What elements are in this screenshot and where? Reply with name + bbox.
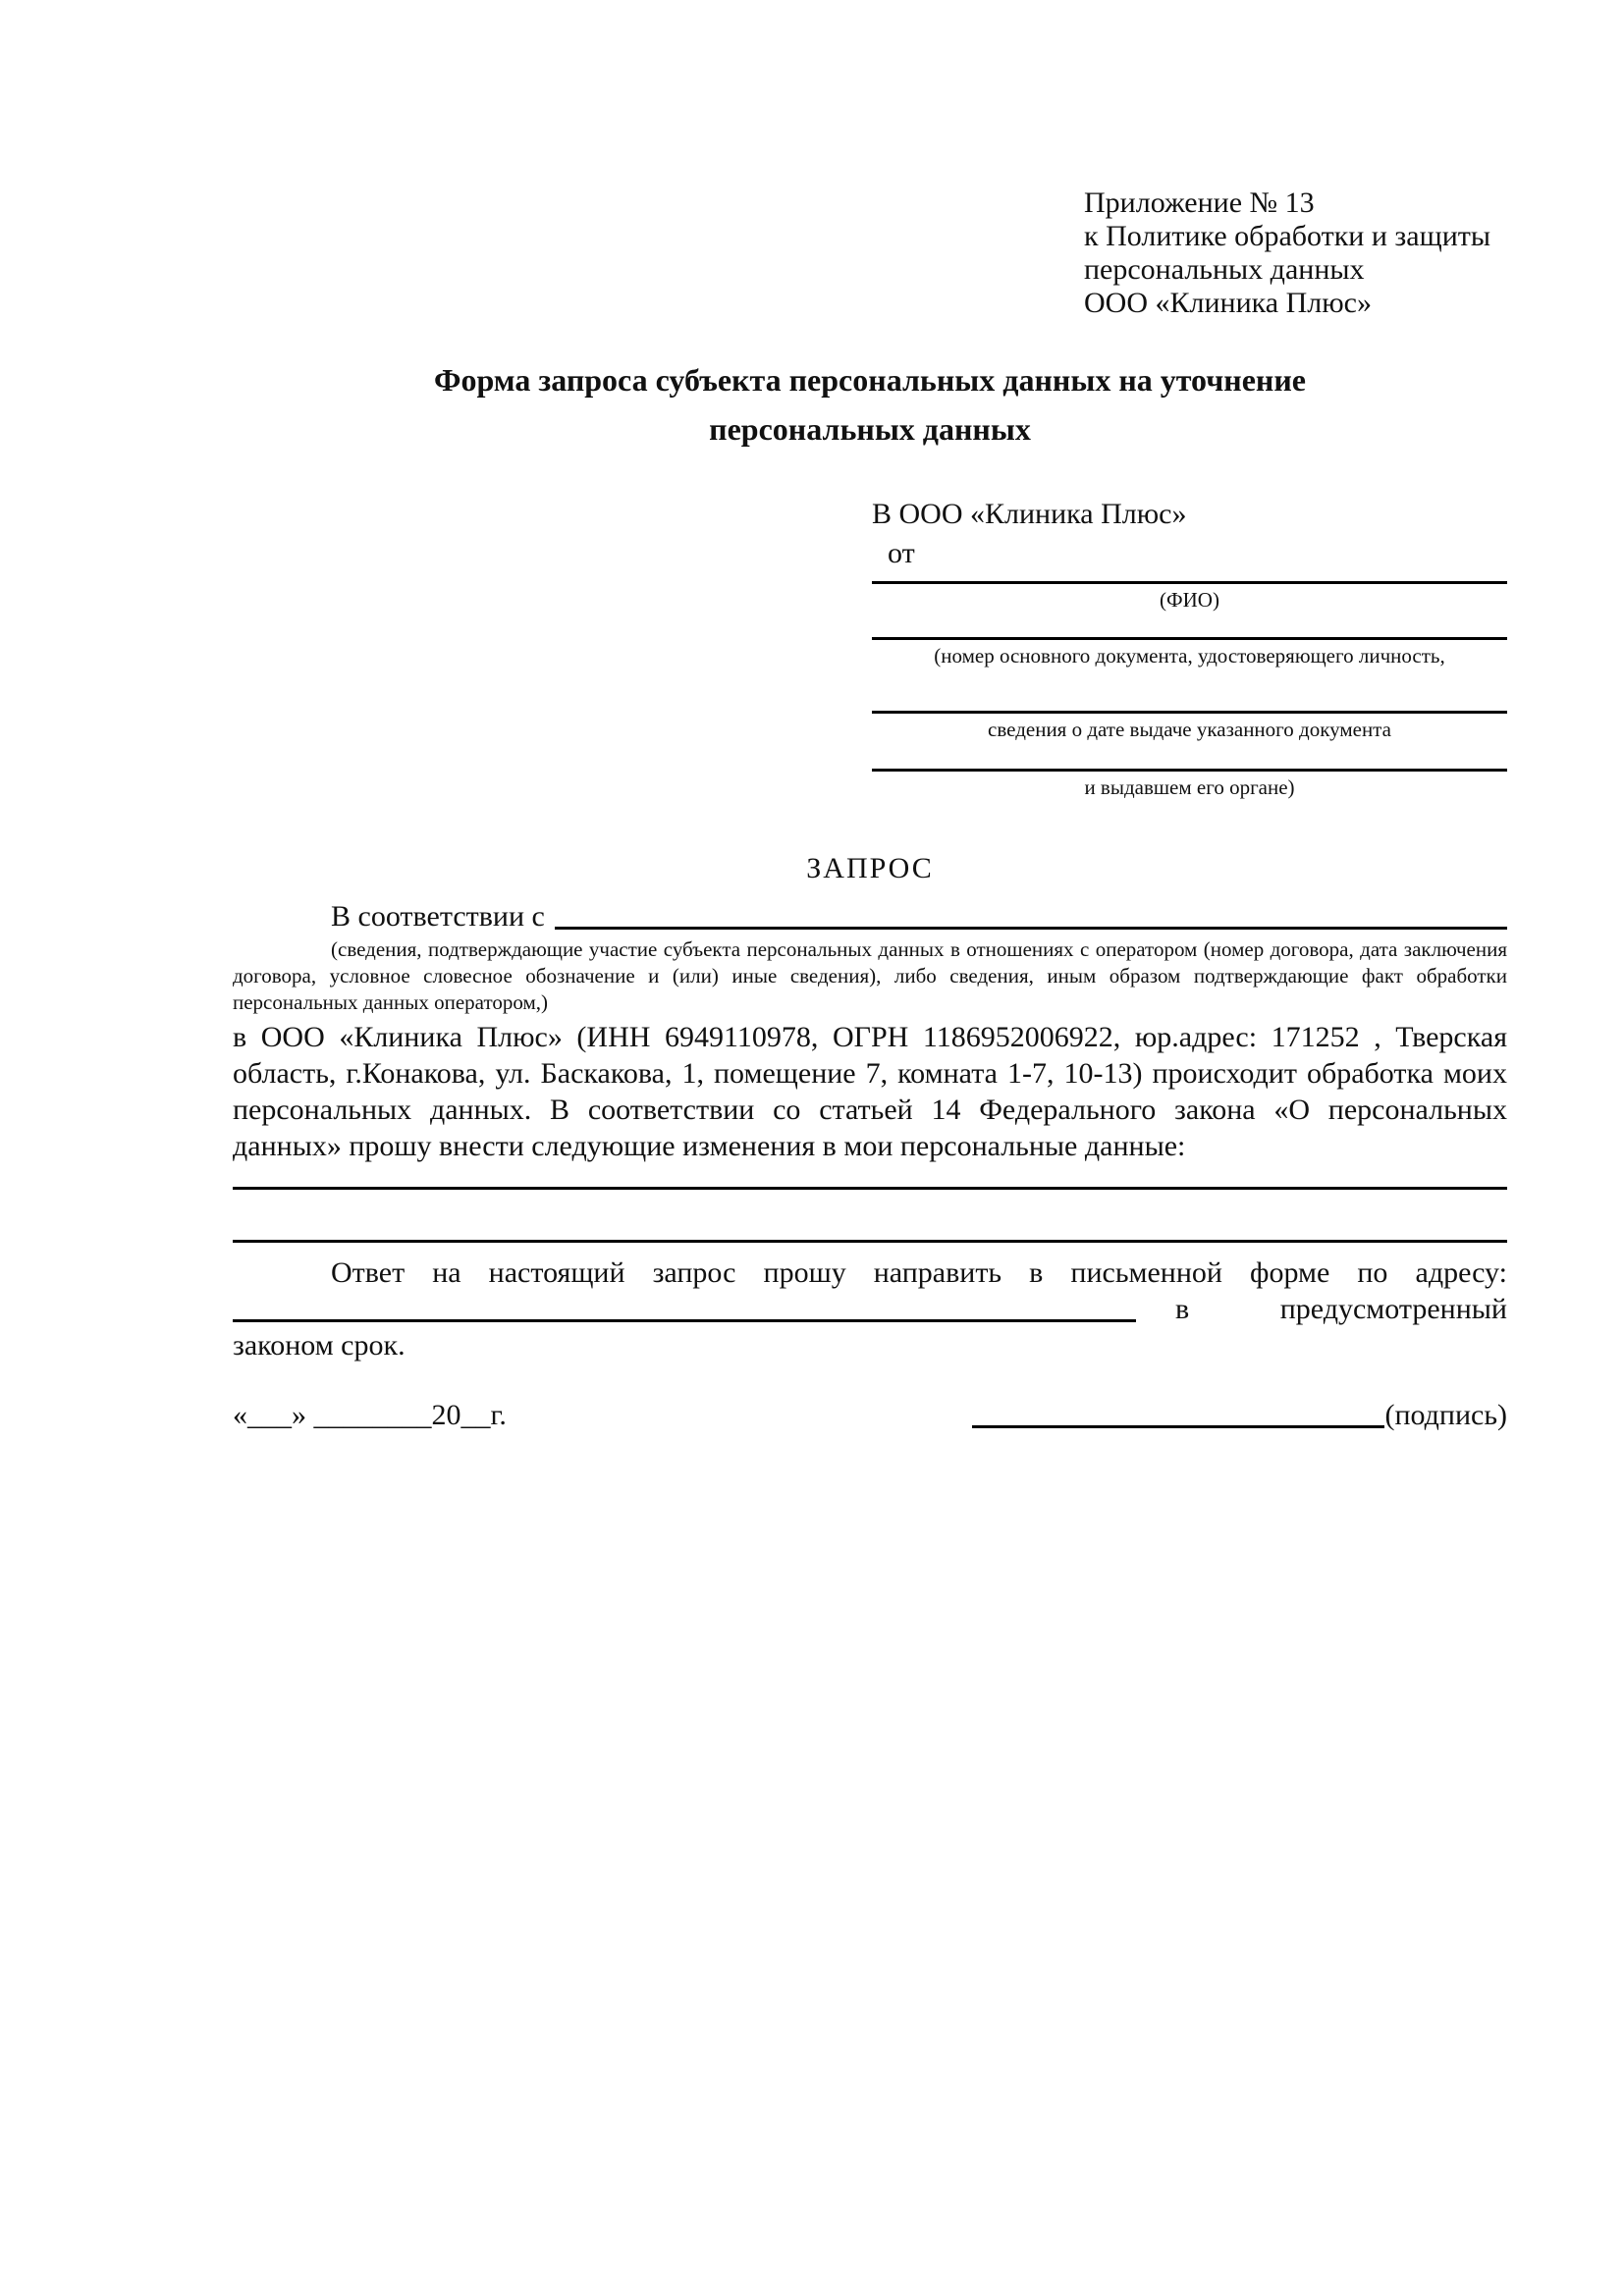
addressee-block <box>872 495 1507 799</box>
reply-closing-text: законом срок. <box>233 1329 406 1362</box>
fio-blank-line <box>872 581 1507 584</box>
document-title-line: персональных данных <box>709 411 1031 447</box>
appendix-line: Приложение № 13 <box>1084 187 1315 219</box>
document-title-line: Форма запроса субъекта персональных данных на уточнение <box>434 362 1306 398</box>
basis-intro-text: В соответствии с <box>331 900 545 933</box>
document-number-blank-line <box>872 637 1507 640</box>
date-blank-text: «___» ________20__г. <box>233 1399 507 1431</box>
appendix-header <box>1084 187 1507 320</box>
signature-label: (подпись) <box>1384 1399 1507 1431</box>
reply-address-row <box>233 1291 1507 1327</box>
document-number-field-label: (номер основного документа, удостоверяющего личность, <box>934 644 1445 667</box>
issuing-authority-blank-line <box>872 769 1507 772</box>
signature-blank-line <box>972 1425 1384 1428</box>
issue-date-blank-line <box>872 711 1507 714</box>
signature-row <box>233 1397 1507 1433</box>
basis-blank-line <box>555 898 1507 930</box>
reply-word-predusmotrenny: предусмотренный <box>1279 1293 1507 1325</box>
appendix-line: к Политике обработки и защиты <box>1084 220 1491 252</box>
request-heading: ЗАПРОС <box>806 852 934 884</box>
appendix-line: ООО «Клиника Плюс» <box>1084 287 1372 319</box>
reply-address-intro: Ответ на настоящий запрос прошу направить в письменной форме по адресу: <box>331 1256 1507 1289</box>
addressee-from-label: от <box>888 537 915 569</box>
request-body-paragraph: в ООО «Клиника Плюс» (ИНН 6949110978, ОГРН 1186952006922, юр.адрес: 171252 , Тверская область, г.Конакова, ул. Баскакова, 1, помещение 7, комната 1-7, 10-13) происходит обработка моих персональных данных. В соответствии со статьей 14 Федерального закона «О персональных данных» прошу внести следующие изменения в мои персональные данные: <box>233 1021 1507 1162</box>
changes-blank-line <box>233 1190 1507 1243</box>
issuing-authority-field-label: и выдавшем его органе) <box>1084 775 1295 799</box>
appendix-line: персональных данных <box>1084 253 1365 286</box>
basis-footnote: (сведения, подтверждающие участие субъекта персональных данных в отношениях с оператором (номер договора, дата заключения договора, условное словесное обозначение и (или) иные сведения), либо сведения, иным образом подтверждающие факт обработки персональных данных оператором,) <box>233 937 1507 1014</box>
reply-address-tail <box>1136 1291 1507 1327</box>
reply-address-blank-line <box>233 1291 1136 1322</box>
changes-blank-line <box>233 1164 1507 1190</box>
signature-area <box>972 1397 1507 1433</box>
addressee-to: В ООО «Клиника Плюс» <box>872 498 1187 530</box>
fio-field-label: (ФИО) <box>1160 588 1219 612</box>
basis-row <box>233 898 1507 934</box>
reply-word-v: в <box>1175 1293 1190 1325</box>
document-title <box>233 355 1507 454</box>
issue-date-field-label: сведения о дате выдаче указанного документа <box>988 718 1391 741</box>
